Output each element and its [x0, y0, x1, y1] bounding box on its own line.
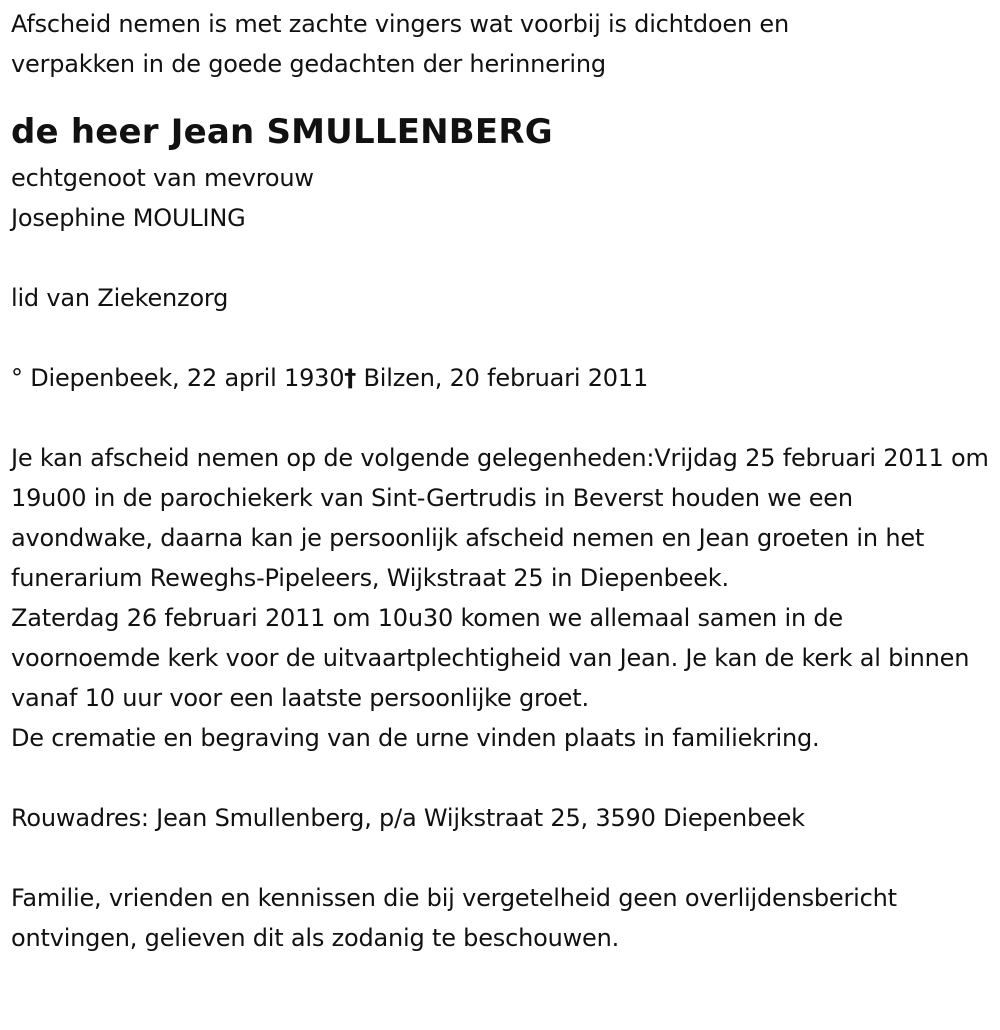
- cross-icon: †: [344, 364, 357, 392]
- birth-text: ° Diepenbeek, 22 april 1930: [11, 364, 345, 392]
- life-dates: [11, 358, 991, 398]
- membership-text: lid van Ziekenzorg: [11, 284, 229, 312]
- spacer: [11, 758, 991, 798]
- intro-line-2: verpakken in de goede gedachten der herinnering: [11, 50, 606, 78]
- ceremony-paragraph-1: Je kan afscheid nemen op de volgende gelegenheden:Vrijdag 25 februari 2011 om 19u00 in de parochiekerk van Sint-Gertrudis in Beverst houden we een avondwake, daarna kan je persoonlijk afscheid nemen en Jean groeten in het funerarium Reweghs-Pipeleers, Wijkstraat 25 in Diepenbeek.: [11, 444, 989, 592]
- spouse-name: Josephine MOULING: [11, 204, 246, 232]
- spacer: [11, 238, 991, 278]
- closing-notice: Familie, vrienden en kennissen die bij vergetelheid geen overlijdensbericht ontvingen, gelieven dit als zodanig te beschouwen.: [11, 884, 897, 952]
- spacer: [11, 838, 991, 878]
- relation-text: echtgenoot van mevrouw: [11, 164, 314, 192]
- intro-line-1: Afscheid nemen is met zachte vingers wat voorbij is dichtdoen en: [11, 10, 789, 38]
- deceased-name-heading: de heer Jean SMULLENBERG: [11, 112, 553, 152]
- spacer: [11, 398, 991, 438]
- ceremony-paragraph-2: Zaterdag 26 februari 2011 om 10u30 komen we allemaal samen in de voornoemde kerk voor de uitvaartplechtigheid van Jean. Je kan de kerk al binnen vanaf 10 uur voor een laatste persoonlijke groet.: [11, 604, 970, 712]
- death-text: Bilzen, 20 februari 2011: [356, 364, 649, 392]
- ceremony-paragraph-3: De crematie en begraving van de urne vinden plaats in familiekring.: [11, 724, 820, 752]
- mourning-address: Rouwadres: Jean Smullenberg, p/a Wijkstraat 25, 3590 Diepenbeek: [11, 804, 805, 832]
- spacer: [11, 318, 991, 358]
